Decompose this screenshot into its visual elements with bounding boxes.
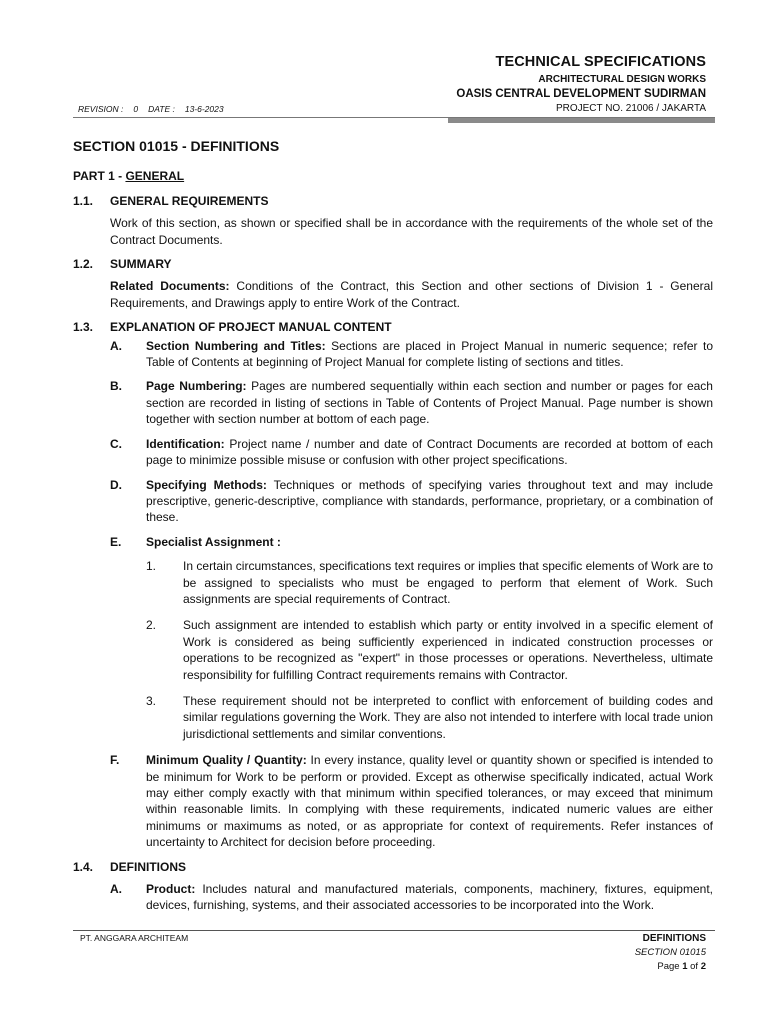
heading-1-1 bbox=[73, 193, 713, 209]
item-text: Sections are placed in Project Manual in numeric sequence; refer to Table of Contents at beginning of Project Manual for complete listing of sections and titles. bbox=[146, 338, 713, 370]
item-lead: Section Numbering and Titles: bbox=[146, 338, 326, 353]
item-letter: D. bbox=[110, 477, 122, 492]
item-letter: F. bbox=[110, 753, 120, 768]
header-subtitle: ARCHITECTURAL DESIGN WORKS bbox=[538, 74, 706, 85]
revision-line bbox=[78, 104, 234, 114]
heading-title: EXPLANATION OF PROJECT MANUAL CONTENT bbox=[110, 320, 392, 335]
item-text: Techniques or methods of specifying varies throughout text and may include prescriptive, generic-descriptive, compliance with standards, performance, proprietary, or a combination of these. bbox=[146, 477, 713, 525]
list-item-d bbox=[73, 477, 713, 526]
header-title: TECHNICAL SPECIFICATIONS bbox=[495, 54, 706, 70]
item-text: In every instance, quality level or quantity shown or specified is intended to be minimum for Work to be perform or provided. Except as otherwise specifically indicated, actual Work may either comply exactly with that minimum within specified tolerances, or may exceed that minimum within reasonable limits. In complying with these requirements, indicated numeric values are either minimums or maximums as noted, or as appropriate for context of requirements. Refer instances of uncertainty to Architect for decision before proceeding. bbox=[146, 753, 713, 850]
list-item-b bbox=[73, 378, 713, 427]
footer-divider bbox=[73, 930, 715, 931]
part-name: GENERAL bbox=[125, 169, 185, 184]
item-text: Project name / number and date of Contract Documents are recorded at bottom of each page to minimize possible misuse or confusion with other project specifications. bbox=[146, 436, 713, 468]
header-divider-bar bbox=[448, 118, 715, 123]
item-lead: Specialist Assignment : bbox=[146, 534, 281, 549]
paragraph-lead: Related Documents: bbox=[110, 279, 230, 294]
item-lead: Specifying Methods: bbox=[146, 477, 267, 492]
item-letter: E. bbox=[110, 534, 122, 549]
date-label: DATE : bbox=[148, 104, 175, 114]
heading-1-3 bbox=[73, 319, 713, 335]
paragraph-1-2 bbox=[110, 278, 713, 311]
heading-number: 1.4. bbox=[73, 859, 94, 874]
project-number: PROJECT NO. 21006 / JAKARTA bbox=[555, 103, 706, 114]
footer-page-number bbox=[657, 961, 706, 972]
section-title: SECTION 01015 - DEFINITIONS bbox=[73, 138, 280, 154]
sub-item-text: Such assignment are intended to establish which party or entity involved in a specific element of Work is considered as being sufficiently experienced in indicated construction processes or operations to be recognized as "expert" in those processes or operations. Nevertheless, ultimate responsibility for fulfilling Contract requirements remains with Contractor. bbox=[183, 618, 713, 682]
page-current: 1 bbox=[682, 961, 688, 972]
list-item-product bbox=[73, 881, 713, 914]
item-body bbox=[146, 378, 713, 427]
date-value: 13-6-2023 bbox=[184, 104, 224, 114]
item-body bbox=[146, 477, 713, 526]
list-item-e bbox=[73, 534, 713, 550]
sub-item-1 bbox=[73, 558, 713, 607]
item-letter: C. bbox=[110, 436, 122, 451]
heading-1-4 bbox=[73, 859, 713, 875]
paragraph-1-1: Work of this section, as shown or specified shall be in accordance with the requirements of the whole set of the Contract Documents. bbox=[110, 216, 713, 247]
page-prefix: Page bbox=[657, 961, 683, 972]
item-body bbox=[146, 338, 713, 371]
footer-section: SECTION 01015 bbox=[634, 947, 706, 958]
document-body bbox=[73, 138, 713, 922]
page-of: of bbox=[687, 961, 701, 972]
sub-item-2 bbox=[73, 617, 713, 683]
item-body bbox=[146, 534, 713, 550]
footer-doc-title: DEFINITIONS bbox=[642, 933, 706, 944]
heading-title: GENERAL REQUIREMENTS bbox=[110, 193, 269, 208]
item-letter: A. bbox=[110, 338, 122, 353]
sub-item-number: 1. bbox=[146, 559, 157, 574]
item-letter: A. bbox=[110, 882, 122, 897]
sub-item-text: These requirement should not be interpreted to conflict with enforcement of building codes and similar regulations governing the Work. They are also not intended to interfere with local trade union jurisdictional settlements and similar conventions. bbox=[183, 693, 713, 741]
heading-number: 1.3. bbox=[73, 320, 94, 335]
item-lead: Product: bbox=[146, 882, 196, 897]
heading-number: 1.1. bbox=[73, 193, 94, 208]
item-body bbox=[146, 436, 713, 469]
heading-number: 1.2. bbox=[73, 257, 94, 272]
part-heading bbox=[73, 168, 713, 184]
item-lead: Minimum Quality / Quantity: bbox=[146, 753, 307, 768]
heading-title: DEFINITIONS bbox=[110, 859, 187, 874]
item-lead: Page Numbering: bbox=[146, 379, 247, 394]
sub-item-number: 3. bbox=[146, 693, 157, 708]
item-letter: B. bbox=[110, 379, 122, 394]
revision-label: REVISION : bbox=[78, 104, 124, 114]
heading-1-2 bbox=[73, 256, 713, 272]
heading-title: SUMMARY bbox=[110, 257, 172, 272]
item-lead: Identification: bbox=[146, 436, 225, 451]
sub-item-number: 2. bbox=[146, 618, 157, 633]
item-text: Pages are numbered sequentially within each section and number or pages for each section are recorded in listing of sections in Table of Contents of Project Manual. Page number is shown together with section number at bottom of each page. bbox=[146, 379, 713, 427]
list-item-a bbox=[73, 338, 713, 371]
list-item-f bbox=[73, 752, 713, 850]
revision-value: 0 bbox=[133, 104, 139, 114]
list-item-c bbox=[73, 436, 713, 469]
item-text: Includes natural and manufactured materials, components, machinery, fixtures, equipment, devices, furnishing, systems, and their associated accessories to be incorporated into the Work. bbox=[146, 882, 713, 913]
sub-item-text: In certain circumstances, specifications text requires or implies that specific elements of Work are to be assigned to specialists who must be engaged to perform that element of Work. Such assignments are special requirements of Contract. bbox=[183, 559, 713, 606]
part-prefix: PART 1 - bbox=[73, 169, 126, 184]
footer-company: PT. ANGGARA ARCHITEAM bbox=[80, 933, 189, 943]
header-project-name: OASIS CENTRAL DEVELOPMENT SUDIRMAN bbox=[456, 88, 706, 100]
item-body bbox=[146, 881, 713, 914]
paragraph-text: Conditions of the Contract, this Section and other sections of Division 1 - General Requirements, and Drawings apply to entire Work of the Contract. bbox=[110, 279, 713, 310]
sub-item-3 bbox=[73, 693, 713, 742]
page-total: 2 bbox=[700, 961, 706, 972]
item-body bbox=[146, 752, 713, 850]
